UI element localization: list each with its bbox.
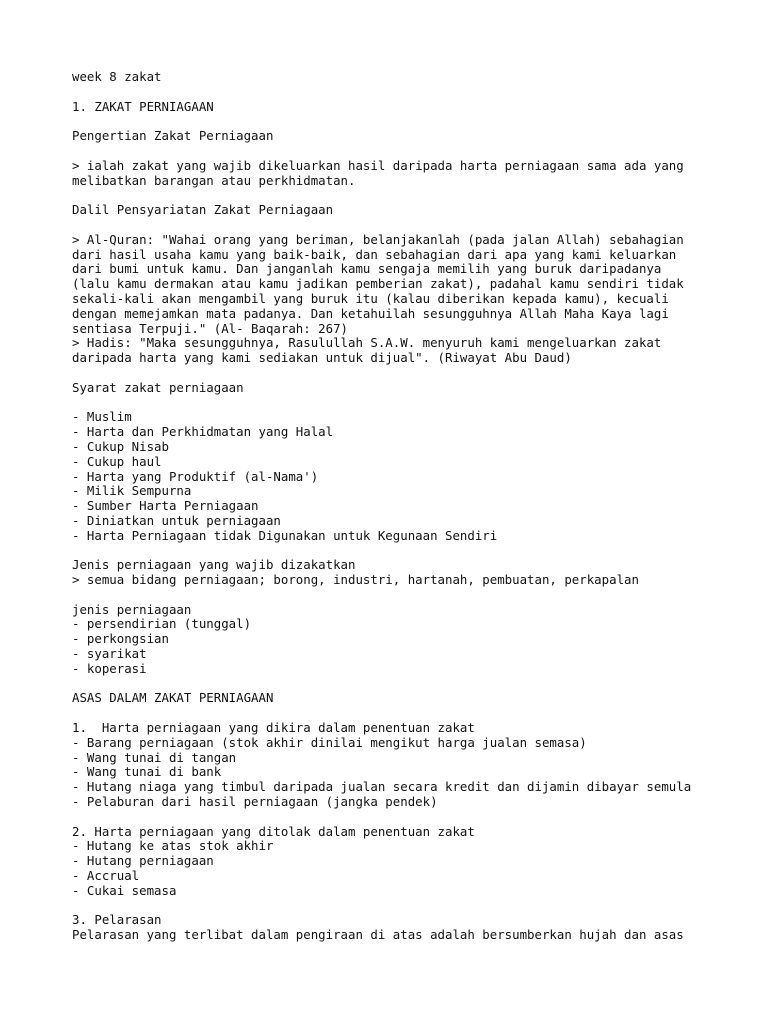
paragraph — [72, 100, 752, 115]
text-line: jenis perniagaan — [72, 601, 192, 617]
text-line: - Wang tunai di bank — [72, 764, 222, 780]
paragraph-gap — [72, 810, 752, 825]
text-line: - Cukup Nisab — [72, 438, 169, 454]
text-line: - Diniatkan untuk perniagaan — [72, 512, 281, 528]
text-line: > semua bidang perniagaan; borong, industri, hartanah, pembuatan, perkapalan — [72, 572, 639, 588]
text-line: Dalil Pensyariatan Zakat Perniagaan — [72, 202, 334, 218]
paragraph — [72, 233, 752, 366]
paragraph-gap — [72, 85, 752, 100]
text-line: - Milik Sempurna — [72, 483, 192, 499]
paragraph-gap — [72, 218, 752, 233]
text-line: - Hutang ke atas stok akhir — [72, 838, 274, 854]
paragraph-gap — [72, 544, 752, 559]
text-line: Pelarasan yang terlibat dalam pengiraan di atas adalah bersumberkan hujah dan asas — [72, 927, 684, 943]
text-line: sentiasa Terpuji." (Al- Baqarah: 267) — [72, 320, 349, 336]
paragraph — [72, 691, 752, 706]
paragraph-gap — [72, 396, 752, 411]
paragraph-gap — [72, 677, 752, 692]
text-line: > Al-Quran: "Wahai orang yang beriman, belanjakanlah (pada jalan Allah) sebahagian — [72, 231, 684, 247]
text-line: 3. Pelarasan — [72, 912, 162, 928]
text-line: - perkongsian — [72, 631, 169, 647]
text-line: - Pelaburan dari hasil perniagaan (jangka pendek) — [72, 794, 438, 810]
text-line: dengan memejamkan mata padanya. Dan ketahuilah sesungguhnya Allah Maha Kaya lagi — [72, 305, 669, 321]
text-line: Syarat zakat perniagaan — [72, 379, 244, 395]
text-line: (lalu kamu dermakan atau kamu jadikan pemberian zakat), padahal kamu sendiri tidak — [72, 276, 684, 292]
text-line: dari hasil usaha kamu yang baik-baik, dan sebahagian dari apa yang kami keluarkan — [72, 246, 677, 262]
paragraph — [72, 129, 752, 144]
text-line: - Hutang niaga yang timbul daripada jualan secara kredit dan dijamin dibayar semula — [72, 779, 692, 795]
text-line: 1. ZAKAT PERNIAGAAN — [72, 98, 214, 114]
paragraph — [72, 721, 752, 810]
paragraph-gap — [72, 588, 752, 603]
text-line: - Sumber Harta Perniagaan — [72, 498, 259, 514]
text-line: ASAS DALAM ZAKAT PERNIAGAAN — [72, 690, 274, 706]
paragraph — [72, 381, 752, 396]
text-line: - Accrual — [72, 868, 140, 884]
text-line: - Harta yang Produktif (al-Nama') — [72, 468, 319, 484]
text-line: - Hutang perniagaan — [72, 853, 214, 869]
text-line: - Cukai semasa — [72, 882, 177, 898]
paragraph — [72, 825, 752, 899]
text-line: - syarikat — [72, 646, 147, 662]
text-line: Pengertian Zakat Perniagaan — [72, 128, 274, 144]
text-line: > ialah zakat yang wajib dikeluarkan hasil daripada harta perniagaan sama ada yang — [72, 157, 684, 173]
paragraph-gap — [72, 114, 752, 129]
text-line: dari bumi untuk kamu. Dan janganlah kamu sengaja memilih yang buruk daripadanya — [72, 261, 662, 277]
document-title: week 8 zakat — [72, 69, 162, 84]
document-page — [72, 70, 752, 943]
paragraph — [72, 913, 752, 943]
text-line: melibatkan barangan atau perkhidmatan. — [72, 172, 356, 188]
text-line: 2. Harta perniagaan yang ditolak dalam penentuan zakat — [72, 823, 475, 839]
text-line: - Harta dan Perkhidmatan yang Halal — [72, 424, 334, 440]
paragraph — [72, 159, 752, 189]
text-line: sekali-kali akan mengambil yang buruk itu (kalau diberikan kepada kamu), kecuali — [72, 290, 669, 306]
text-line: - Cukup haul — [72, 453, 162, 469]
paragraph — [72, 410, 752, 543]
text-line: > Hadis: "Maka sesungguhnya, Rasulullah S.A.W. menyuruh kami mengeluarkan zakat — [72, 335, 662, 351]
text-line: - Barang perniagaan (stok akhir dinilai mengikut harga jualan semasa) — [72, 734, 587, 750]
document-body — [72, 85, 752, 943]
text-line: - koperasi — [72, 660, 147, 676]
text-line: Jenis perniagaan yang wajib dizakatkan — [72, 557, 356, 573]
paragraph — [72, 603, 752, 677]
paragraph-gap — [72, 144, 752, 159]
paragraph — [72, 203, 752, 218]
paragraph-gap — [72, 899, 752, 914]
text-line: - Harta Perniagaan tidak Digunakan untuk Kegunaan Sendiri — [72, 527, 498, 543]
paragraph-gap — [72, 706, 752, 721]
paragraph — [72, 558, 752, 588]
paragraph-gap — [72, 188, 752, 203]
paragraph-gap — [72, 366, 752, 381]
text-line: daripada harta yang kami sediakan untuk dijual". (Riwayat Abu Daud) — [72, 350, 572, 366]
text-line: - Wang tunai di tangan — [72, 749, 237, 765]
text-line: - persendirian (tunggal) — [72, 616, 252, 632]
text-line: - Muslim — [72, 409, 132, 425]
text-line: 1. Harta perniagaan yang dikira dalam penentuan zakat — [72, 720, 475, 736]
